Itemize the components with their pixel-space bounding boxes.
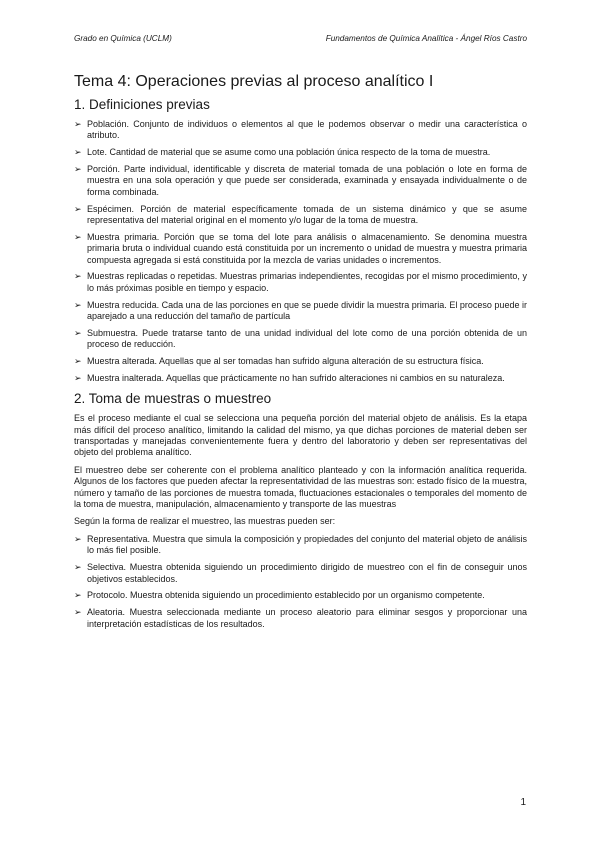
list-item [74, 356, 527, 367]
list-item-text: Selectiva. Muestra obtenida siguiendo un procedimiento dirigido de muestreo con el fin de conseguir unos objetivos establecidos. [87, 562, 527, 584]
list-item-text: Porción. Parte individual, identificable y discreta de material tomada de una población o lote en forma de muestra en una sola operación y que puede ser considerada, examinada y ensayada individualmente o de forma combinada. [87, 164, 527, 197]
list-item-text: Submuestra. Puede tratarse tanto de una unidad individual del lote como de una porción obtenida de un proceso de reducción. [87, 327, 527, 350]
list-item [74, 328, 527, 351]
list-item [74, 373, 527, 384]
arrow-bullet-icon: ➢ [74, 372, 82, 383]
definitions-list [74, 119, 527, 384]
list-item [74, 562, 527, 585]
arrow-bullet-icon: ➢ [74, 607, 82, 618]
arrow-bullet-icon: ➢ [74, 562, 82, 573]
arrow-bullet-icon: ➢ [74, 327, 82, 338]
list-item-text: Protocolo. Muestra obtenida siguiendo un procedimiento establecido por un organismo competente. [87, 590, 485, 601]
arrow-bullet-icon: ➢ [74, 299, 82, 310]
arrow-bullet-icon: ➢ [74, 533, 82, 544]
page-number: 1 [520, 797, 526, 808]
list-item-text: Muestra reducida. Cada una de las porciones en que se puede dividir la muestra primaria. El proceso puede ir aparejado a una reducción del tamaño de partícula [87, 299, 527, 322]
list-item-text: Muestras replicadas o repetidas. Muestras primarias independientes, recogidas por el mismo procedimiento, y lo más próximas posible en tiempo y espacio. [87, 271, 527, 293]
list-item [74, 119, 527, 142]
section-heading-sampling: 2. Toma de muestras o muestreo [74, 391, 272, 407]
list-item-text: Representativa. Muestra que simula la composición y propiedades del conjunto del material objeto de análisis lo más fiel posible. [87, 533, 527, 556]
page-title: Tema 4: Operaciones previas al proceso analítico I [74, 73, 434, 90]
list-item [74, 300, 527, 323]
paragraph: El muestreo debe ser coherente con el problema analítico planteado y con la información analítica requerida. Algunos de los factores que pueden afectar la representatividad de las muestras son: estado físico de la muestra, número y tamaño de las porciones de muestra tomada, fluctuaciones estacionales o temporales del momento de la toma de muestra, manipulación, almacenamiento y transporte de las muestras [74, 464, 527, 510]
sample-types-list [74, 534, 527, 630]
list-item-text: Lote. Cantidad de material que se asume como una población única respecto de la toma de muestra. [87, 147, 491, 158]
arrow-bullet-icon: ➢ [74, 590, 82, 601]
list-item-text: Espécimen. Porción de material específicamente tomada de un sistema dinámico y que se asume representativa del material original en el momento y/o lugar de la toma de muestra. [87, 203, 527, 226]
list-item-text: Muestra alterada. Aquellas que al ser tomadas han sufrido alguna alteración de su estructura física. [87, 356, 484, 367]
arrow-bullet-icon: ➢ [74, 231, 82, 242]
arrow-bullet-icon: ➢ [74, 203, 82, 214]
list-item-text: Muestra inalterada. Aquellas que prácticamente no han sufrido alteraciones ni cambios en su naturaleza. [87, 372, 505, 383]
list-item-text: Población. Conjunto de individuos o elementos al que le podemos observar o medir una característica o atributo. [87, 119, 527, 141]
page-header [74, 34, 527, 48]
page-content [74, 72, 527, 635]
section-heading-definitions: 1. Definiciones previas [74, 97, 210, 112]
list-item-text: Muestra primaria. Porción que se toma del lote para análisis o almacenamiento. Se denomina muestra primaria bruta o individual cuando está constituida por un incremento o unidad de muestra y muestra primaria compuesta agregada si está constituida por la mezcla de varias unidades o incrementos. [87, 231, 527, 265]
list-item [74, 534, 527, 557]
paragraph: Es el proceso mediante el cual se selecciona una pequeña porción del material objeto de análisis. Es la etapa más difícil del proceso analítico, limitando la calidad del mismo, ya que dichas porciones de material deben ser transportadas y manejadas convenientemente fuera y dentro del laboratorio y deben ser representativas del objeto del problema analítico. [74, 413, 527, 458]
arrow-bullet-icon: ➢ [74, 164, 82, 174]
arrow-bullet-icon: ➢ [74, 119, 82, 129]
list-item [74, 164, 527, 198]
arrow-bullet-icon: ➢ [74, 147, 82, 158]
arrow-bullet-icon: ➢ [74, 356, 82, 367]
header-course: Grado en Química (UCLM) [74, 34, 172, 43]
list-item [74, 232, 527, 266]
arrow-bullet-icon: ➢ [74, 271, 82, 282]
list-item [74, 590, 527, 601]
list-item [74, 271, 527, 294]
header-subject-author: Fundamentos de Química Analítica - Ángel Ríos Castro [325, 34, 527, 43]
list-item [74, 147, 527, 158]
list-item-text: Aleatoria. Muestra seleccionada mediante un proceso aleatorio para eliminar sesgos y proporcionar una interpretación estadísticas de los resultados. [87, 607, 527, 629]
paragraph: Según la forma de realizar el muestreo, las muestras pueden ser: [74, 516, 336, 527]
list-item [74, 204, 527, 227]
list-item [74, 607, 527, 630]
